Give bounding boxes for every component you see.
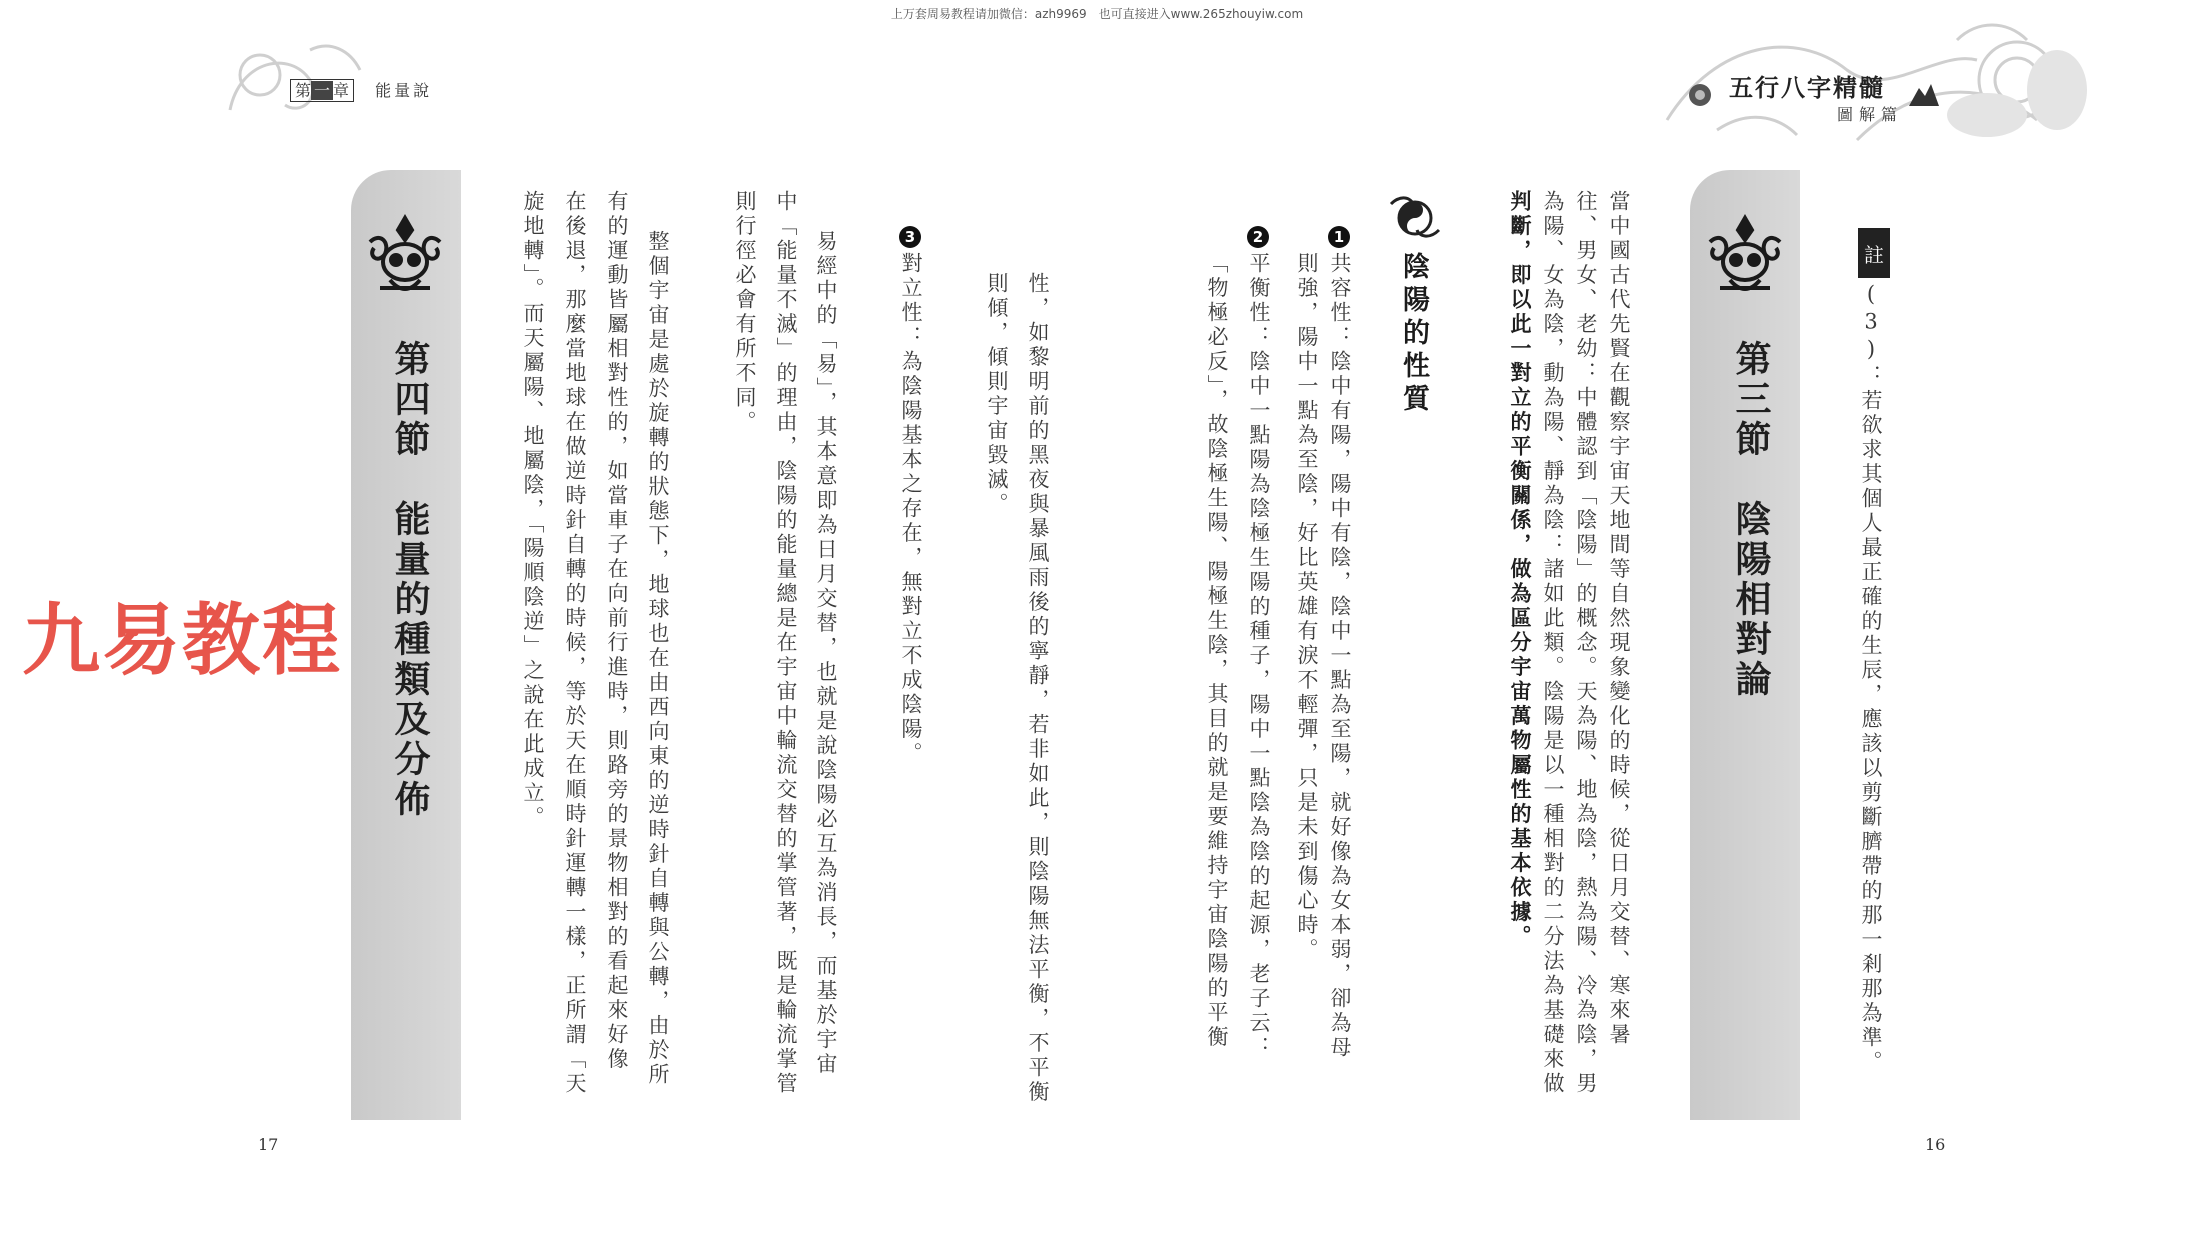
paragraph-1-line-1: 當中國古代先賢在觀察宇宙天地間等自然現象變化的時候，從日月交替、寒來暑 — [1607, 190, 1631, 1048]
note-tag: 註 — [1858, 228, 1890, 278]
section4-paragraph-2-line-3: 在後退，那麼當地球在做逆時針自轉的時候，等於天在順時針運轉一樣，正所謂「天 — [563, 190, 587, 1097]
taotie-emblem-icon — [1700, 212, 1790, 302]
section4-paragraph-1-line-1: 易經中的「易」，其本意即為日月交替，也就是說陰陽必互為消長，而基於宇宙 — [814, 230, 838, 1077]
item-1-line-1: 共容性：陰中有陽，陽中有陰，陰中一點為至陽，就好像為女本弱，卻為母 — [1328, 252, 1352, 1061]
number-badge-3: 3 — [899, 226, 921, 248]
section-title-3: 第三節 陰陽相對論 — [1730, 340, 1771, 700]
item-2-line-3: 性，如黎明前的黑夜與暴風雨後的寧靜，若非如此，則陰陽無法平衡，不平衡 — [1026, 272, 1050, 1105]
item-1-line-2: 則強，陽中一點為至陰，好比英雄有淚不輕彈，只是未到傷心時。 — [1295, 252, 1319, 963]
book-title: 五行八字精髓 — [1729, 74, 1885, 102]
chapter-title: 能量說 — [375, 81, 433, 100]
section4-paragraph-1-line-2: 中「能量不滅」的理由，陰陽的能量總是在宇宙中輪流交替的掌管著，既是輪流掌管 — [774, 190, 798, 1097]
number-badge-2: 2 — [1247, 226, 1269, 248]
item-2-line-4: 則傾，傾則宇宙毀滅。 — [985, 272, 1009, 517]
coin-ornament-icon — [1687, 82, 1713, 108]
subheading-yinyang-nature: 陰陽的性質 — [1398, 252, 1429, 417]
paragraph-1-line-4: 判斷，即以此一對立的平衡關係，做為區分宇宙萬物屬性的基本依據。 — [1508, 190, 1533, 950]
paragraph-1-line-2: 往、男女、老幼：中體認到「陰陽」的概念。天為陽、地為陰，熱為陽、冷為陰，男 — [1574, 190, 1598, 1097]
chapter-header — [290, 78, 432, 101]
number-badge-1: 1 — [1328, 226, 1350, 248]
brand-watermark-text: 九易教程 — [22, 596, 343, 686]
top-watermark-text: 上万套周易教程请加微信：azh9969 也可直接进入www.265zhouyiw.com — [890, 7, 1304, 21]
yinyang-dragon-icon — [1387, 190, 1443, 240]
chapter-badge: 第 一 章 — [290, 79, 354, 102]
right-page — [1097, 20, 2194, 1180]
section-title-4: 第四節 能量的種類及分佈 — [389, 340, 430, 820]
item-2-line-2: 「物極必反」，故陰極生陽、陽極生陰，其目的就是要維持宇宙陰陽的平衡 — [1205, 252, 1229, 1050]
section4-paragraph-1-line-3: 則行徑必會有所不同。 — [733, 190, 757, 435]
book-subtitle: 圖解篇 — [1837, 105, 1904, 124]
page-number-16: 16 — [1925, 1135, 1946, 1154]
section4-paragraph-2-line-1: 整個宇宙是處於旋轉的狀態下，地球也在由西向東的逆時針自轉與公轉，由於所 — [646, 230, 670, 1088]
note-text: (3)：若欲求其個人最正確的生辰，應該以剪斷臍帶的那一剎那為準。 — [1859, 282, 1883, 1075]
page-number-17: 17 — [258, 1135, 279, 1154]
section4-paragraph-2-line-4: 旋地轉」。而天屬陽、地屬陰，「陽順陰逆」之說在此成立。 — [521, 190, 545, 831]
item-3-text: 對立性：為陰陽基本之存在，無對立不成陰陽。 — [899, 252, 923, 767]
item-2-line-1: 平衡性：陰中一點陽為陰極生陽的種子，陽中一點陰為陰的起源，老子云： — [1247, 252, 1271, 1061]
taotie-emblem-left-icon — [360, 212, 450, 302]
paragraph-1-line-3: 為陽、女為陰，動為陽、靜為陰：諸如此類。陰陽是以一種相對的二分法為基礎來做 — [1541, 190, 1565, 1097]
section4-paragraph-2-line-2: 有的運動皆屬相對性的，如當車子在向前行進時，則路旁的景物相對的看起來好像 — [605, 190, 629, 1072]
dragon-ornament-icon — [1907, 80, 1941, 110]
